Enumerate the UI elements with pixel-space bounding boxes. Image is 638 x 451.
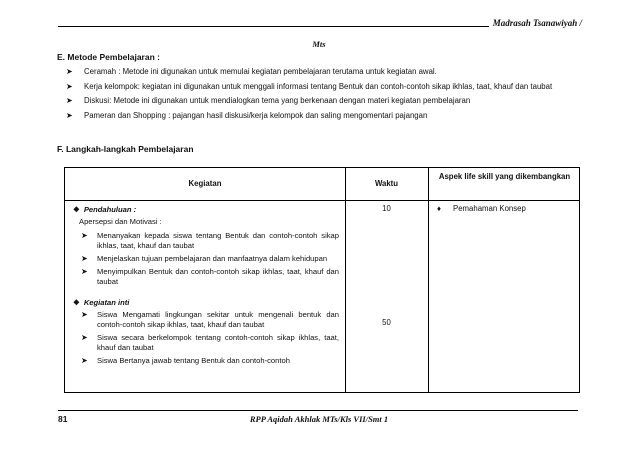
arrow-bullet-icon: ➤ [81, 230, 88, 240]
kegiatan-cell [73, 204, 339, 376]
header-subtitle: Mts [312, 39, 326, 49]
arrow-bullet-icon: ➤ [66, 110, 73, 120]
aspek-cell [437, 204, 526, 213]
aspek-pemahaman: Pemahaman Konsep [453, 204, 526, 213]
arrow-bullet-icon: ➤ [66, 67, 73, 76]
section-f-title: F. Langkah-langkah Pembelajaran [57, 144, 194, 154]
list-item: ➤ Menyimpulkan Bentuk dan contoh-contoh sikap ikhlas, taat, khauf dan taubat [81, 266, 339, 286]
section-e-title: E. Metode Pembelajaran : [57, 52, 160, 62]
arrow-bullet-icon: ➤ [81, 309, 88, 319]
header-school-type: Madrasah Tsanawiyah / [489, 18, 582, 28]
arrow-bullet-icon: ➤ [81, 355, 88, 365]
diamond-bullet-icon: ♦ [437, 204, 441, 213]
waktu-pendahuluan: 10 [382, 204, 391, 213]
pendahuluan-heading: ❖ Pendahuluan : [73, 205, 137, 214]
list-item: ➤ Siswa secara berkelompok tentang contoh-contoh sikap ikhlas, taat, khauf dan taubat [81, 332, 339, 352]
arrow-bullet-icon: ➤ [66, 81, 73, 91]
column-divider [345, 168, 346, 392]
header-kegiatan: Kegiatan [188, 179, 222, 188]
diamond-bullet-icon: ❖ [73, 205, 80, 214]
method-list [66, 67, 586, 125]
list-item: ➤ Menjelaskan tujuan pembelajaran dan manfaatnya dalam kehidupan [81, 253, 328, 263]
list-item: ➤ Siswa Bertanya jawab tentang Bentuk dan contoh-contoh [81, 355, 290, 365]
diamond-bullet-icon: ❖ [73, 297, 80, 307]
column-divider [428, 168, 429, 392]
list-item: ➤ Menanyakan kepada siswa tentang Bentuk dan contoh-contoh sikap ikhlas, taat, khauf dan taubat [81, 230, 339, 250]
header-aspek: Aspek life skill yang dikembangkan [438, 172, 571, 181]
header-waktu: Waktu [374, 179, 399, 188]
apersepsi-label: Apersepsi dan Motivasi : [79, 217, 162, 226]
list-item: ➤ Diskusi: Metode ini digunakan untuk mendialogkan tema yang berkenaan dengan materi kegiatan pembelajaran [66, 96, 471, 105]
page-number: 81 [58, 414, 68, 424]
arrow-bullet-icon: ➤ [81, 332, 88, 342]
arrow-bullet-icon: ➤ [81, 266, 88, 276]
waktu-inti: 50 [382, 318, 391, 327]
arrow-bullet-icon: ➤ [81, 253, 88, 263]
learning-steps-table [64, 167, 580, 393]
pendahuluan-list [73, 231, 339, 287]
inti-list [73, 310, 339, 366]
arrow-bullet-icon: ➤ [66, 96, 73, 105]
inti-heading: ❖ Kegiatan inti [73, 297, 130, 307]
list-item: ➤ Ceramah : Metode ini digunakan untuk memulai kegiatan pembelajaran terutama untuk kegiatan awal. [66, 67, 437, 76]
footer-title: RPP Aqidah Akhlak MTs/Kls VII/Smt 1 [249, 414, 389, 424]
list-item: ➤ Kerja kelompok: kegiatan ini digunakan untuk menggali informasi tentang Bentuk dan contoh-contoh sikap ikhlas, taat, khauf dan taubat [66, 81, 553, 91]
list-item: ➤ Siswa Mengamati lingkungan sekitar untuk mengenali bentuk dan contoh-contoh sikap ikhlas, taat, khauf dan taubat [81, 309, 339, 329]
footer-rule [58, 410, 578, 411]
list-item: ➤ Pameran dan Shopping : pajangan hasil diskusi/kerja kelompok dan saling mengomentari pajangan [66, 110, 428, 120]
